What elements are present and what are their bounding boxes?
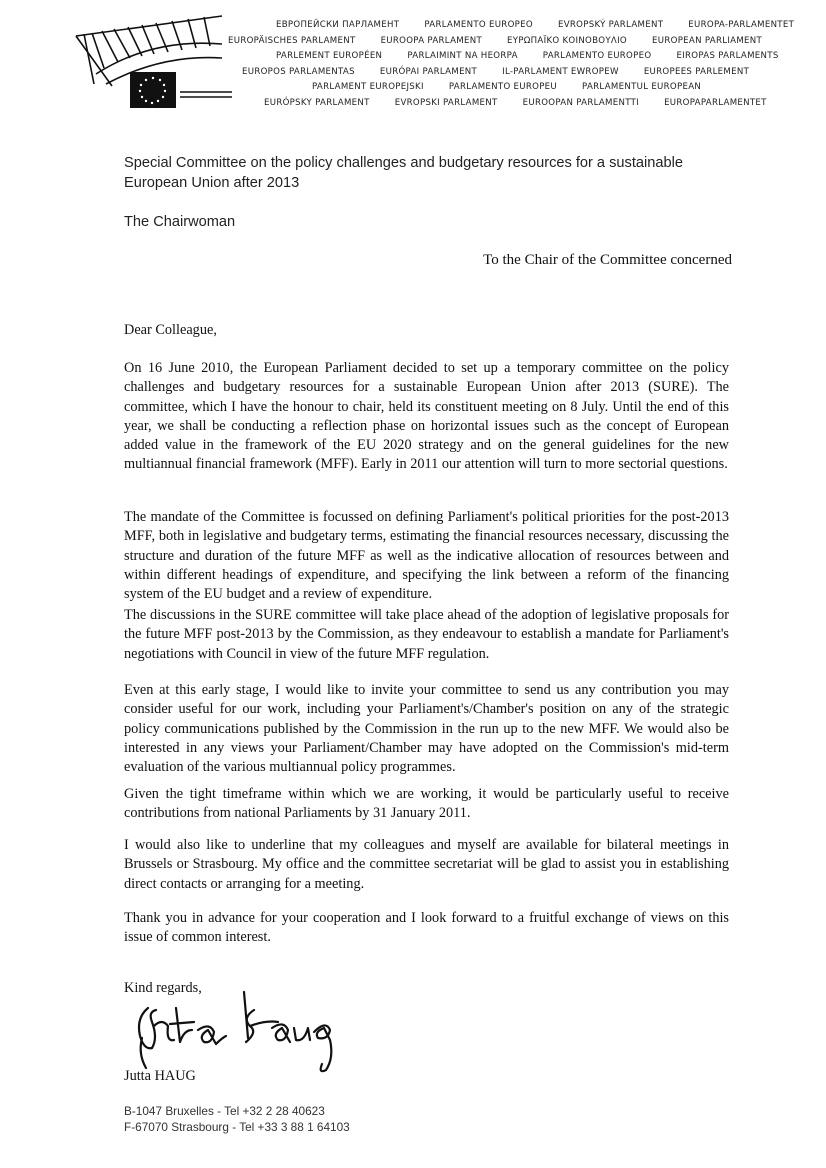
letter-paragraph: The mandate of the Committee is focussed on defining Parliament's political priorities for the post-2013 MFF, both in legislative and budgetary terms, estimating the financial resources necessary, discussing the structure and duration of the future MFF as well as the indicative allocation of resources between and within different headings of expenditure, and specifying the link between a reform of the financing system of the EU budget and a review of expenditure. [124, 509, 729, 603]
sender-role: The Chairwoman [124, 214, 236, 230]
institution-name: PARLAMENTUL EUROPEAN [582, 82, 702, 92]
letter-paragraph: On 16 June 2010, the European Parliament decided to set up a temporary committee on the policy challenges and budgetary resources for a sustainable European Union after 2013 (SURE). The committee, which I have the honour to chair, held its constituent meeting on 8 July. Until the end of this year, we shall be conducting a reflection phase on horizontal issues such as the concept of European added value in the framework of the EU 2020 strategy and on the general guidelines for the new multiannual financial framework (MFF). Early in 2011 our attention will turn to more sectorial questions. [124, 360, 729, 473]
institution-name: EUROPAPARLAMENTET [664, 97, 767, 108]
institution-name: EUROPOS PARLAMENTAS [242, 66, 355, 77]
institution-names-row [226, 67, 766, 83]
signer-name: Jutta HAUG [124, 1068, 196, 1084]
institution-name: IL-PARLAMENT EWROPEW [502, 66, 619, 77]
institution-name: PARLAMENTO EUROPEO [542, 51, 652, 61]
institution-name: ΕΥΡΩΠΑΪΚΟ ΚΟΙΝΟΒΟΥΛΙΟ [507, 35, 627, 46]
institution-names-row [226, 98, 766, 114]
institution-name: EUROOPAN PARLAMENTTI [522, 97, 640, 108]
letter-paragraph: The discussions in the SURE committee will take place ahead of the adoption of legislative proposals for the future MFF post-2013 by the Commission, as they endeavour to establish a mandate for Parliament's negotiations with Council in view of the future MFF regulation. [124, 607, 729, 662]
letter-paragraph: Given the tight timeframe within which we are working, it would be particularly useful to receive contributions from national Parliaments by 31 January 2011. [124, 786, 729, 822]
institution-name: PARLAMENTO EUROPEO [424, 20, 533, 30]
institution-name: PARLAIMINT NA HEORPA [407, 51, 518, 61]
multilingual-institution-names [226, 20, 795, 113]
institution-name: EUROPÄISCHES PARLAMENT [228, 35, 356, 46]
institution-name: EVROPSKI PARLAMENT [394, 97, 498, 108]
institution-name: EUROOPA PARLAMENT [380, 35, 482, 46]
institution-name: PARLEMENT EUROPÉEN [276, 51, 383, 61]
address-brussels: B-1047 Bruxelles - Tel +32 2 28 40623 [124, 1104, 325, 1118]
closing: Kind regards, [124, 980, 202, 996]
letter-paragraph: Thank you in advance for your cooperation and I look forward to a fruitful exchange of views on this issue of common interest. [124, 910, 729, 946]
letter-paragraph: I would also like to underline that my colleagues and myself are available for bilateral meetings in Brussels or Strasbourg. My office and the committee secretariat will be glad to assist you in establishing direct contacts or arranging for a meeting. [124, 837, 729, 892]
european-parliament-logo [72, 14, 232, 110]
institution-name: EUROPEES PARLEMENT [643, 66, 750, 77]
committee-name: Special Committee on the policy challenges and budgetary resources for a sustainable European Union after 2013 [124, 155, 683, 191]
institution-name: PARLAMENTO EUROPEU [448, 82, 557, 92]
institution-name: PARLAMENT EUROPEJSKI [312, 82, 424, 92]
letter-paragraph: Even at this early stage, I would like to invite your committee to send us any contribution you may consider useful for our work, including your Parliament's/Chamber's position on any of the strategic policy communications published by the Commission in the run up to the new MFF. We would also be interested in any views your Parliament/Chamber may have adopted on the Commission's mid-term evaluation of the various multiannual policy programmes. [124, 682, 729, 776]
address-strasbourg: F-67070 Strasbourg - Tel +33 3 88 1 64103 [124, 1120, 350, 1134]
institution-name: EURÓPAI PARLAMENT [379, 66, 478, 77]
institution-name: EURÓPSKY PARLAMENT [264, 97, 370, 108]
institution-names-row [226, 36, 766, 52]
institution-name: EVROPSKÝ PARLAMENT [557, 20, 664, 30]
institution-name: ЕВРОПЕЙСКИ ПАРЛАМЕНТ [276, 20, 400, 30]
institution-names-row [226, 20, 795, 36]
institution-name: EUROPA-PARLAMENTET [688, 20, 795, 30]
contact-address [124, 1103, 350, 1135]
institution-names-row [226, 82, 766, 98]
addressee: To the Chair of the Committee concerned [483, 252, 732, 268]
institution-name: EIROPAS PARLAMENTS [676, 51, 779, 61]
institution-name: EUROPEAN PARLIAMENT [652, 35, 763, 46]
salutation: Dear Colleague, [124, 322, 217, 338]
institution-names-row [226, 51, 779, 67]
